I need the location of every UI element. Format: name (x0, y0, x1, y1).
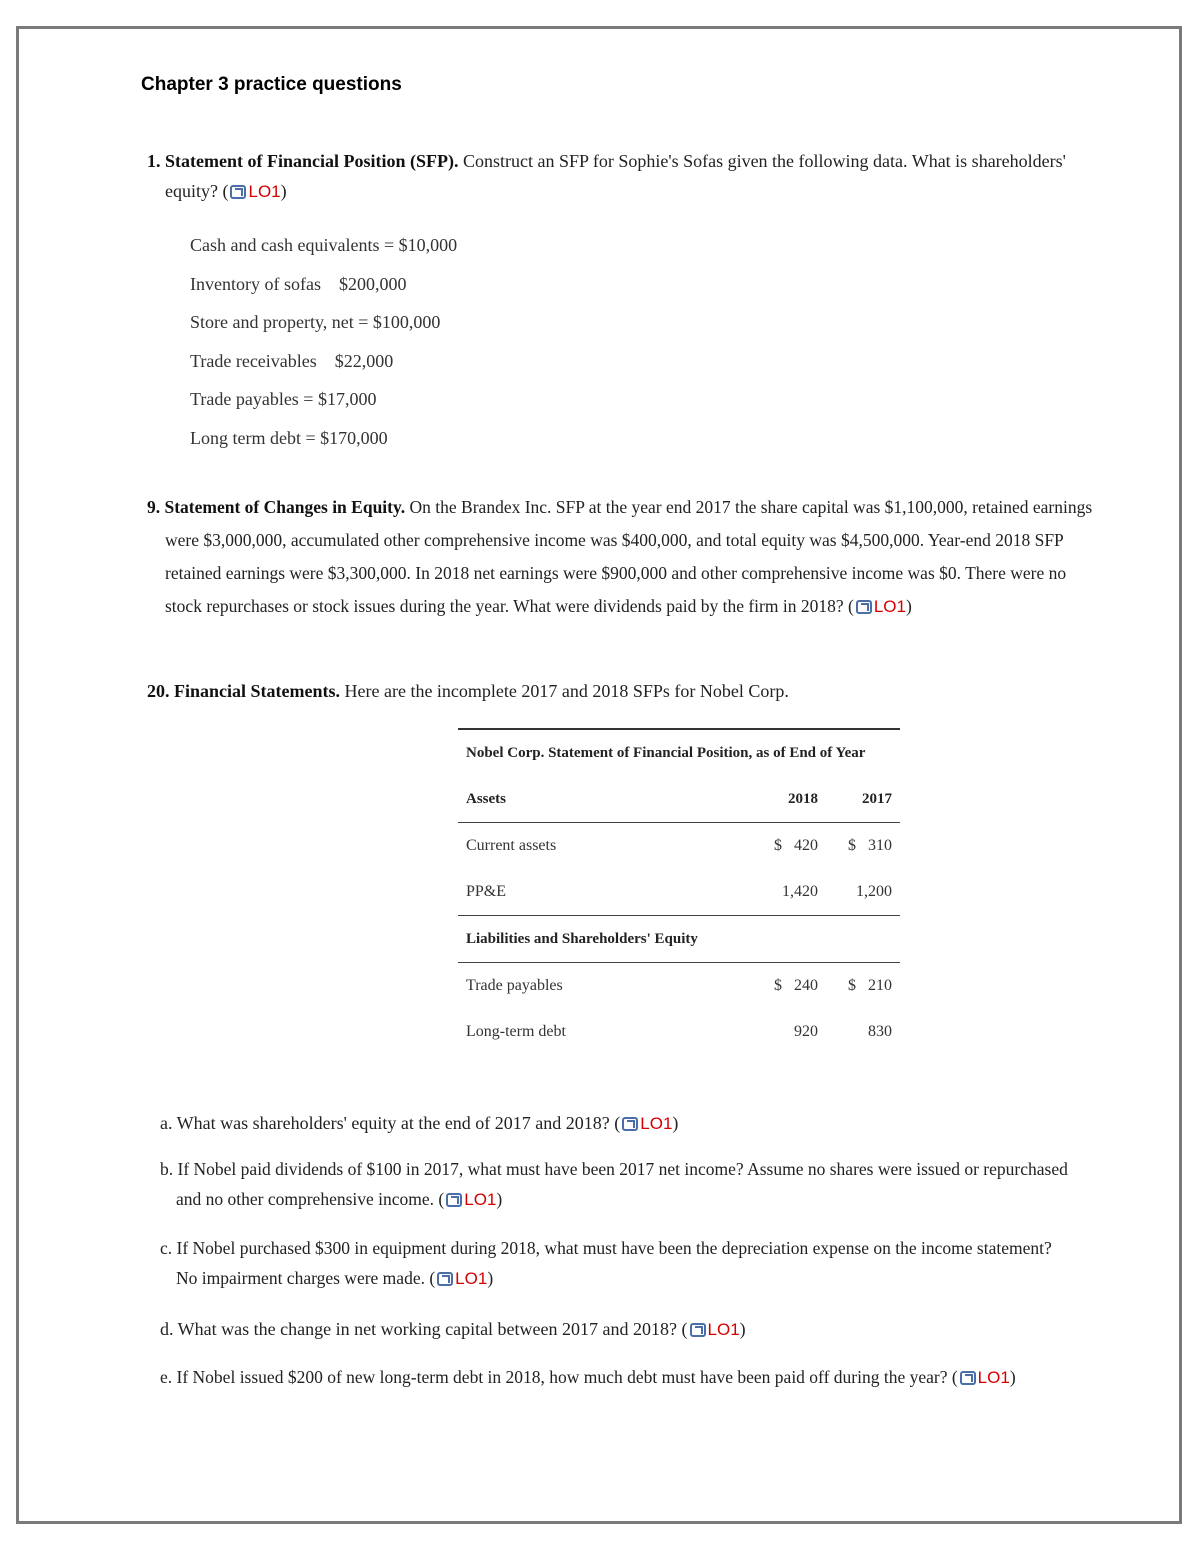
q1-text: Construct an SFP for Sophie's Sofas given the following data. What is shareholders' (458, 151, 1066, 171)
table-row: PP&E 1,420 1,200 (466, 883, 892, 900)
lo-link[interactable]: LO1 (640, 1114, 673, 1133)
q1-data-list (190, 230, 457, 461)
lo-link[interactable]: LO1 (455, 1269, 488, 1288)
external-link-icon[interactable] (230, 185, 246, 199)
part-d: d. What was the change in net working capital between 2017 and 2018? ( LO1) (160, 1319, 746, 1339)
liabilities-header: Liabilities and Shareholders' Equity (466, 931, 698, 947)
col-2018: 2018 (788, 791, 818, 807)
col-2017: 2017 (862, 791, 892, 807)
q1-text-cont: equity? ( (165, 181, 229, 201)
close-paren: ) (905, 596, 912, 616)
q9-text: retained earnings were $3,300,000. In 2018 net earnings were $900,000 and other comprehensive income was $0. There were no (165, 563, 1067, 583)
lo-link[interactable]: LO1 (977, 1368, 1010, 1387)
q20-text: Here are the incomplete 2017 and 2018 SFPs for Nobel Corp. (340, 681, 789, 701)
document-title: Chapter 3 practice questions (141, 74, 402, 95)
lo-link[interactable]: LO1 (248, 182, 281, 201)
question-9 (147, 491, 1127, 623)
external-link-icon[interactable] (446, 1193, 462, 1207)
q9-text: On the Brandex Inc. SFP at the year end 2017 the share capital was $1,100,000, retained earnings (405, 497, 1093, 517)
q9-text: were $3,000,000, accumulated other comprehensive income was $400,000, and total equity was $4,500,000. Year-end 2018 SFP (165, 530, 1064, 550)
external-link-icon[interactable] (856, 600, 872, 614)
q20-heading: 20. Financial Statements. (147, 681, 340, 701)
part-e: e. If Nobel issued $200 of new long-term debt in 2018, how much debt must have been paid off during the year? ( LO1) (160, 1367, 1016, 1387)
table-row: Current assets $ 420 $ 310 (466, 837, 892, 854)
external-link-icon[interactable] (960, 1371, 976, 1385)
question-1 (147, 146, 1127, 207)
external-link-icon[interactable] (622, 1117, 638, 1131)
table-caption: Nobel Corp. Statement of Financial Position, as of End of Year (466, 745, 866, 761)
list-item: Trade payables = $17,000 (190, 389, 377, 409)
lo-link[interactable]: LO1 (707, 1320, 740, 1339)
q9-heading: 9. Statement of Changes in Equity. (147, 497, 406, 517)
table-row: Long-term debt 920 830 (466, 1023, 892, 1040)
list-item: Trade receivables $22,000 (190, 350, 394, 371)
part-c: c. If Nobel purchased $300 in equipment during 2018, what must have been the depreciation expense on the income statement? No impairment charges were made. ( LO1) (160, 1238, 1052, 1288)
list-item: Cash and cash equivalents = $10,000 (190, 235, 458, 255)
close-paren: ) (280, 181, 287, 201)
list-item: Long term debt = $170,000 (190, 427, 388, 448)
external-link-icon[interactable] (690, 1323, 706, 1337)
list-item: Store and property, net = $100,000 (190, 312, 441, 332)
part-a: a. What was shareholders' equity at the end of 2017 and 2018? ( LO1) (160, 1113, 679, 1133)
question-20 (147, 676, 1127, 706)
table-header (458, 776, 900, 822)
part-b: b. If Nobel paid dividends of $100 in 2017, what must have been 2017 net income? Assume no shares were issued or repurchased and no other comprehensive income. ( LO1) (160, 1159, 1068, 1209)
table-row: Trade payables $ 240 $ 210 (466, 977, 892, 994)
lo-link[interactable]: LO1 (873, 597, 906, 616)
q1-heading: 1. Statement of Financial Position (SFP). (147, 151, 459, 171)
sfp-table (458, 728, 900, 1055)
assets-header: Assets (466, 791, 506, 807)
list-item: Inventory of sofas $200,000 (190, 273, 407, 294)
external-link-icon[interactable] (437, 1272, 453, 1286)
lo-link[interactable]: LO1 (464, 1190, 497, 1209)
q9-text: stock repurchases or stock issues during the year. What were dividends paid by the firm in 2018? ( (165, 596, 854, 616)
